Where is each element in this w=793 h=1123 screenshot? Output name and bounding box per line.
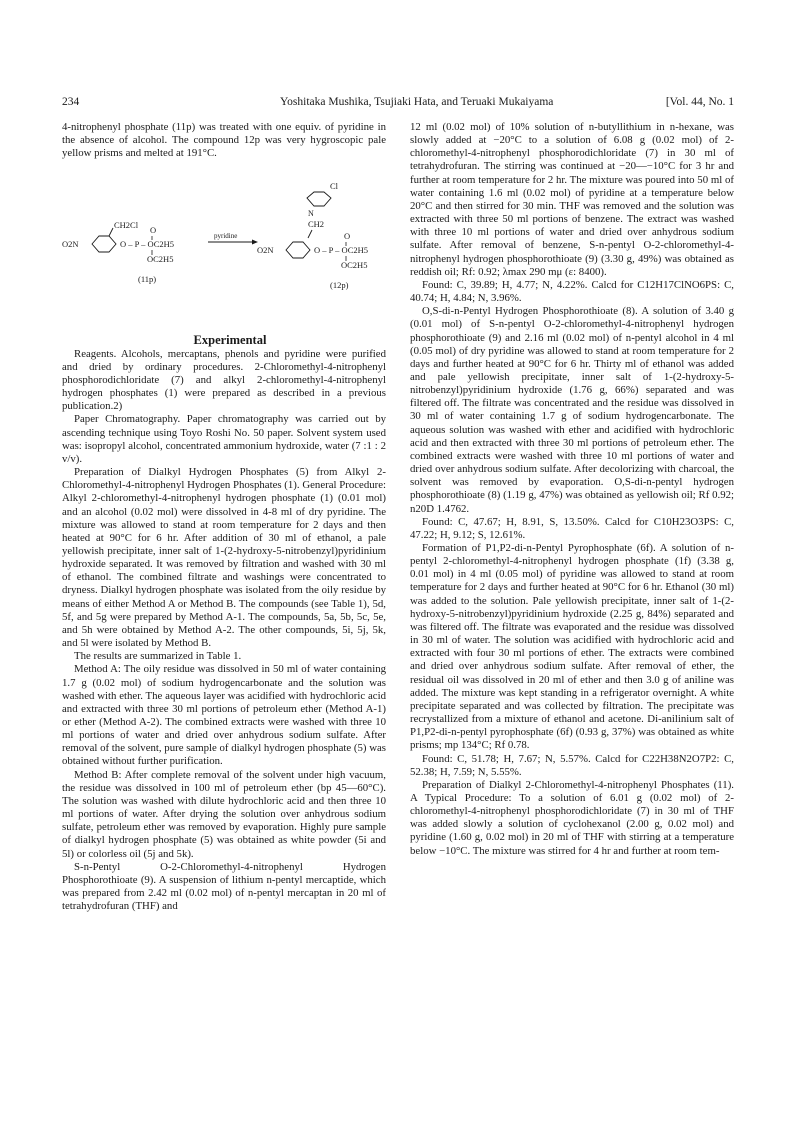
general-procedure-paragraph: Preparation of Dialkyl Hydrogen Phosphates (5) from Alkyl 2-Chloromethyl-4-nitrophenyl Hydrogen Phosphates (1). General Procedure: Alkyl 2-chloromethyl-4-nitrophenyl hydrogen phosphate (1) (0.01 mol) and an alcohol (0.02 mol) were dissolved in 4-8 ml of dry pyridine. The mixture was allowed to stand at room temperature for 2 days and then heated at 90°C for 6 hr. After addition of 30 ml of ethanol, a pale yellowish precipitate, inner salt of 1-(2-hydroxy-5-nitrobenzyl)pyridinium hydroxide separated. It was removed by filtration and washed with 30 ml of ethanol. The combined filtrate and washings were concentrated to dryness. Dialkyl hydrogen phosphate was isolated from the oily residue by means of either Method A or Method B. The compounds (see Table 1), 5d, 5f, and 5g were prepared by Method A-1. The compounds, 5a, 5b, 5c, 5e, and 5h were obtained by Method A-2. The other compounds, 5i, 5j, 5k, and 5l were isolated by Method B. — [62, 466, 386, 650]
running-authors: Yoshitaka Mushika, Tsujiaki Hata, and Teruaki Mukaiyama — [280, 96, 554, 108]
intro-paragraph: 4-nitrophenyl phosphate (11p) was treated with one equiv. of pyridine in the absence of alcohol. The compound 12p was very hygroscopic pale yellow prisms and melted at 191°C. — [62, 121, 386, 160]
right-column — [410, 121, 734, 858]
chain-right-text: O – P – OC2H5 — [314, 245, 368, 256]
pyrophosphate-6f-paragraph: Formation of P1,P2-di-n-Pentyl Pyrophosphate (6f). A solution of n-pentyl 2-chloromethyl-4-nitrophenyl hydrogen phosphate (1f) (3.38 g, 0.01 mol) in 4 ml (0.05 mol) of pyridine was allowed to stand at room temperature for 2 days and further heated at 90°C for 6 hr. Ethanol (30 ml) was added to the solution. Pale yellowish precipitate, inner salt of 1-(2-hydroxy-5-nitrobenzyl)pyridinium hydroxide (2.25 g, 84%) separated and was filtered off. The filtrate was evaporated and the residue was dissolved in 30 ml of water. The solution was acidified with hydrochloric acid and extracted with four 30 ml portions of ether. The extracts were combined and dried over anhydrous sodium sulfate. After removal of ether, the residual oil was dissolved in 20 ml of ether and then 3.0 g of aniline was added. The mixture was kept standing in a refrigerator overnight. A white precipitate separated and was collected by filtration. The precipitate was recrystallized from a mixture of ethanol and acetone. Di-anilinium salt of P1,P2-di-n-pentyl pyrophosphate (6f) (0.93 g, 37%) was obtained as white prisms; mp 134°C; Rf 0.78. — [410, 542, 734, 752]
analysis-8-paragraph: Found: C, 47.67; H, 8.91, S, 13.50%. Calcd for C10H23O3PS: C, 47.22; H, 9.12; S, 12.61%. — [410, 515, 734, 541]
reagents-paragraph: Reagents. Alcohols, mercaptans, phenols and pyridine were purified and dried by ordinary procedures. 2-Chloromethyl-4-nitrophenyl phosphorodichloridate (7) and alkyl 2-chloromethyl-4-nitrophenyl hydrogen phosphates (1) were prepared as described in a previous publication.2) — [62, 347, 386, 413]
o2n-text: O2N — [62, 239, 79, 250]
structure-12p — [257, 181, 368, 290]
phosphorothioate-8-paragraph: O,S-di-n-Pentyl Hydrogen Phosphorothioate (8). A solution of 3.40 g (0.01 mol) of S-n-pentyl O-2-chloromethyl-4-nitrophenyl hydrogen phosphorothioate (9) and 2.16 ml (0.02 mol) of n-pentyl alcohol in 4 ml (0.05 mol) of dry pyridine was allowed to stand at room temperature for 2 days and further heated at 90°C for 6 hr. Thirty ml of ethanol was added and pale yellowish precipitate, inner salt of 1-(2-hydroxy-5-nitrobenzyl)pyridinium hydroxide (1.76 g, 66%) separated and was filtered off. The filtrate was concentrated and the residue was dissolved in 30 ml of water containing 1.7 g of sodium hydrogencarbonate. The aqueous solution was washed with ether and acidified with hydrochloric acid and then extracted with three 30 ml portions of petroleum ether. The combined extracts were washed with three 10 ml portions of water and dried over anhydrous sodium sulfate. After decolorizing with charcoal, the solvent was removed by evaporation. O,S-di-n-pentyl hydrogen phosphorothioate (8) (1.19 g, 47%) was obtained as yellowish oil; Rf 0.92; n20D 1.4762. — [410, 305, 734, 515]
volume-info: [Vol. 44, No. 1 — [665, 96, 734, 108]
o-top-right-text: O — [344, 231, 351, 242]
method-a-paragraph: Method A: The oily residue was dissolved in 50 ml of water containing 1.7 g (0.02 mol) of sodium hydrogencarbonate and the solution was washed with ether. The aqueous layer was acidified with hydrochloric acid and extracted with three 30 ml portions of petroleum ether (Method A-1) or ether (Method A-2). The combined extracts were washed with three 10 ml portions of water and dried over anhydrous sodium sulfate. After removal of the solvent, pure sample of dialkyl hydrogen phosphate (5) was obtained without further purification. — [62, 663, 386, 768]
chain-text: O – P – OC2H5 — [120, 239, 174, 250]
n-text: N — [308, 209, 314, 219]
structure-11p — [62, 220, 174, 284]
section-title: Experimental — [193, 333, 267, 348]
cl-text: Cl — [330, 181, 339, 192]
oc2h5-text: OC2H5 — [147, 254, 174, 265]
reaction-arrow — [208, 232, 258, 245]
reaction-scheme — [62, 166, 386, 334]
label-11p: (11p) — [138, 274, 157, 285]
dialkyl-phosphates-11-paragraph: Preparation of Dialkyl 2-Chloromethyl-4-nitrophenyl Phosphates (11). A Typical Procedure: To a solution of 6.01 g (0.02 mol) of 2-chloromethyl-4-nitrophenyl phosphorodichloridate (7) in 30 ml of THF was added slowly a solution of cyclohexanol (2.00 g, 0.02 mol) and pyridine (1.60 g, 0.02 mol) in 20 ml of THF with stirring at a temperature below −10°C. The mixture was stirred for 4 hr and further at room tem- — [410, 778, 734, 857]
arrow-label: pyridine — [214, 232, 238, 241]
results-paragraph: The results are summarized in Table 1. — [74, 650, 242, 663]
oc2h5-right-text: OC2H5 — [341, 260, 368, 271]
method-b-paragraph: Method B: After complete removal of the solvent under high vacuum, the residue was dissolved in 100 ml of petroleum ether (bp 45—60°C). The solution was washed with dilute hydrochloric acid and then three 10 ml portions of water. After drying the solution over anhydrous sodium sulfate, petroleum ether was removed by evaporation. Highly pure sample of dialkyl hydrogen phosphate (5) was obtained as white powder (5i and 5l) or colorless oil (5j and 5k). — [62, 768, 386, 860]
ch2-text: CH2 — [308, 219, 325, 230]
page-header — [62, 96, 734, 112]
analysis-6f-paragraph: Found: C, 51.78; H, 7.67; N, 5.57%. Calcd for C22H38N2O7P2: C, 52.38; H, 7.59; N, 5.55%. — [410, 752, 734, 778]
paper-chromatography-paragraph: Paper Chromatography. Paper chromatography was carried out by ascending technique using Toyo Roshi No. 50 paper. Solvent system used was: isopropyl alcohol, concentrated ammonium hydroxide, water (7 :1 : 2 v/v). — [62, 413, 386, 465]
analysis-9-paragraph: Found: C, 39.89; H, 4.77; N, 4.22%. Calcd for C12H17ClNO6PS: C, 40.74; H, 4.84; N, 3.96%. — [410, 278, 734, 305]
continued-paragraph: 12 ml (0.02 mol) of 10% solution of n-butyllithium in n-hexane, was slowly added at −20°C to a solution of 6.08 g (0.02 mol) of 2-chloromethyl-4-nitrophenyl phosphorodichloridate (7) in 30 ml of tetrahydrofuran. The stirring was continued at −20—−10°C for 3 hr and further at room temperature for 2 hr. The mixture was poured into 50 ml of water containing 1.6 ml (0.02 mol) of pyridine at a temperature below 20°C and then stirred for 30 min. THF was removed and the solution was extracted with three 50 ml portions of benzene. The extract was washed with three 10 ml portions of water and dried over anhydrous sodium sulfate. After removal of benzene, S-n-pentyl O-2-chloromethyl-4-nitrophenyl hydrogen phosphorothioate (9) (3.30 g, 49%) was obtained as reddish oil; Rf: 0.92; λmax 290 mμ (ε: 8400). — [410, 121, 734, 278]
o2n-right-text: O2N — [257, 245, 274, 256]
left-column — [62, 121, 386, 913]
ch2cl-text: CH2Cl — [114, 220, 139, 231]
label-12p: (12p) — [330, 280, 349, 291]
page-number: 234 — [62, 96, 80, 108]
phosphorothioate-9-paragraph: S-n-Pentyl O-2-Chloromethyl-4-nitrophenyl Hydrogen Phosphorothioate (9). A suspension of lithium n-pentyl mercaptide, which was prepared from 2.42 ml (0.02 mol) of n-pentyl mercaptan in 20 ml of tetrahydrofuran (THF) and — [62, 860, 386, 913]
o-top-text: O — [150, 225, 157, 236]
